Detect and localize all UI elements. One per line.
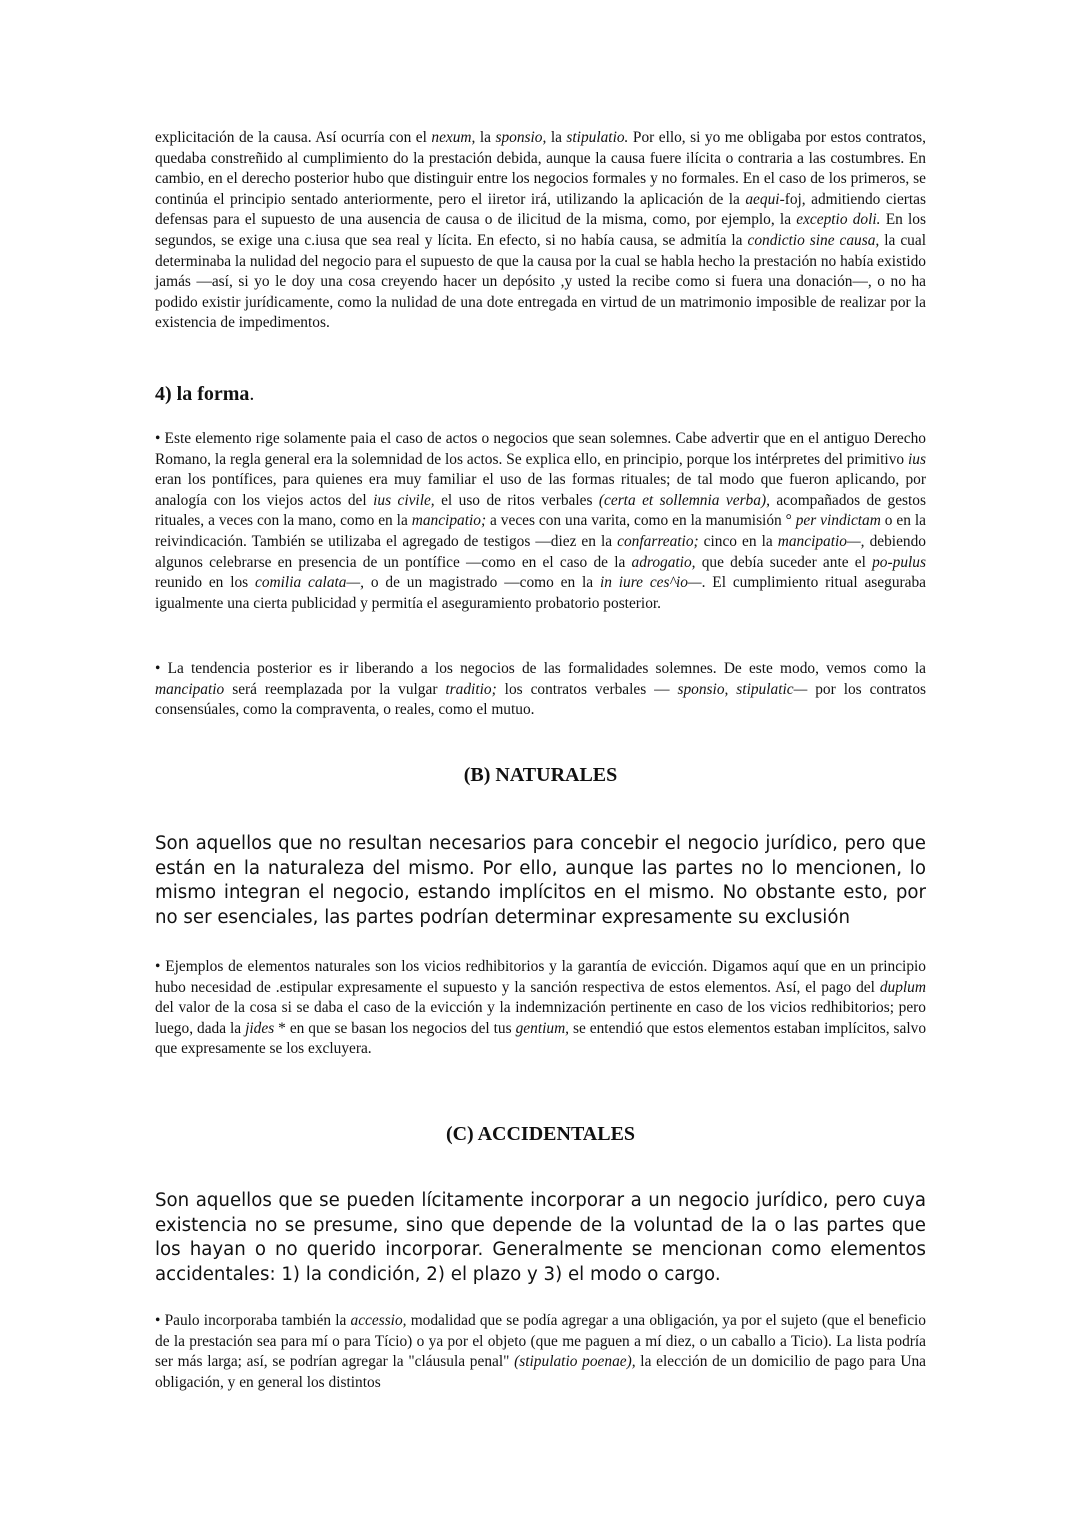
paragraph-naturales-definition: Son aquellos que no resultan necesarios para concebir el negocio jurídico, pero que están en la naturaleza del mismo. Por ello, aunque las partes no lo mencionen, lo mismo integran el negocio, estando implícitos en el mismo. No obstante esto, por no ser esenciales, las partes podrían determinar expresamente su exclusión bbox=[155, 833, 926, 928]
heading-naturales: (B) NATURALES bbox=[463, 764, 618, 786]
paragraph-naturales-examples: • Ejemplos de elementos naturales son los vicios redhibitorios y la garantía de evicción. Digamos aquí que en un principio hubo necesidad de .estipular expresamente el supuesto y la sanción respectiva de estos elementos. Así, el pago del duplum del valor de la cosa si se daba el caso de la evicción y la indemnización pertinente en caso de los vicios redhibitorios; pero luego, dada la jides * en que se basan los negocios del tus gentium, se entendió que estos elementos estaban implícitos, salvo que expresamente se los excluyera. bbox=[155, 958, 927, 1058]
paragraph-forma-1: • Este elemento rige solamente paia el caso de actos o negocios que sean solemnes. Cabe advertir que en el antiguo Derecho Romano, la regla general era la solemnidad de los actos. Se explica ello, en principio, porque los intérpretes del primitivo ius eran los pontífices, para quienes era muy familiar el uso de las formas rituales; de tal modo que fueron aplicando, por analogía con los viejos actos del ius civile, el uso de ritos verbales (certa et sollemnia verba), acompañados de gestos rituales, a veces con la mano, como en la mancipatio; a veces con una varita, como en la manumisión ° per vindictam o en la reivindicación. También se utilizaba el agregado de testigos —diez en la confarreatio; cinco en la mancipatio—, debiendo algunos celebrarse en presencia de un pontífice —como en el caso de la adrogatio, que debía suceder ante el po-pulus reunido en los comilia calata—, o de un magistrado —como en la in iure ces^io—. El cumplimiento ritual aseguraba igualmente una cierta publicidad y permitía el aseguramiento probatorio posterior. bbox=[155, 430, 926, 612]
heading-accidentales: (C) ACCIDENTALES bbox=[445, 1123, 636, 1145]
section-title-forma: 4) la forma. bbox=[155, 383, 255, 405]
paragraph-forma-2: • La tendencia posterior es ir liberando a los negocios de las formalidades solemnes. De este modo, vemos como la mancipatio será reemplazada por la vulgar traditio; los contratos verbales — sponsio, stipulatic— por los contratos consensúales, como la compraventa, o reales, como el mutuo. bbox=[155, 660, 927, 719]
paragraph-causa: explicitación de la causa. Así ocurría con el nexum, la sponsio, la stipulatio. Por ello, si yo me obligaba por estos contratos, quedaba constreñido al cumplimiento do la prestación debida, aunque la causa fuere ilícita o contraria a las costumbres. En cambio, en el derecho posterior hubo que distinguir entre los negocios formales y no formales. En el caso de los primeros, se continúa el principio sentado anteriormente, pero el iiretor irá, utilizando la aplicación de la aequi-foj, admitiendo ciertas defensas para el supuesto de una ausencia de causa o de ilicitud de la misma, como, por ejemplo, la exceptio doli. En los segundos, se exige una c.iusa que sea real y lícita. En efecto, si no había causa, se admitía la condictio sine causa, la cual determinaba la nulidad del negocio para el supuesto de que la causa por la cual se habla hecho la prestación no había existido jamás —así, si yo le doy una cosa creyendo hacer un depósito ,y usted la recibe como si fuera una donación—, o no ha podido existir jurídicamente, como la nulidad de una dote entregada en virtud de un matrimonio imposible de realizar por la existencia de impedimentos. bbox=[155, 129, 926, 332]
paragraph-accidentales-definition: Son aquellos que se pueden lícitamente incorporar a un negocio jurídico, pero cuya existencia no se presume, sino que depende de la voluntad de la o las partes que los hayan o no querido incorporar. Generalmente se mencionan como elementos accidentales: 1) la condición, 2) el plazo y 3) el modo o cargo. bbox=[155, 1190, 926, 1285]
paragraph-accidentales-accessio: • Paulo incorporaba también la accessio, modalidad que se podía agregar a una obligación, ya por el sujeto (que el beneficio de la prestación sea para mí o para Tício) o ya por el objeto (que me paguen a mí diez, o un caballo a Ticio). La lista podría ser más larga; así, se podrían agregar la "cláusula penal" (stipulatio poenae), la elección de un domicilio de pago para Una obligación, y en general los distintos bbox=[155, 1312, 927, 1391]
